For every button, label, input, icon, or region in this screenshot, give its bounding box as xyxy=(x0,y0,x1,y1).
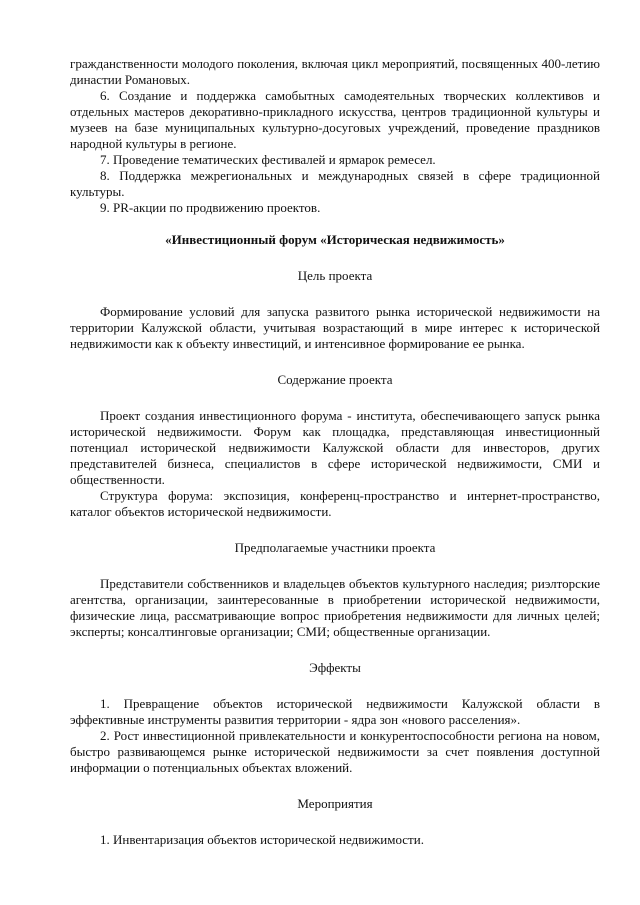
list-item: 6. Создание и поддержка самобытных самодеятельных творческих коллективов и отдельных мастеров декоративно-прикладного искусства, центров традиционной культуры и музеев на базе муниципальных культурно-досуговых учреждений, проведение праздников народной культуры в регионе. xyxy=(70,88,600,151)
list-item: 7. Проведение тематических фестивалей и ярмарок ремесел. xyxy=(100,152,436,167)
events-item: 1. Инвентаризация объектов исторической недвижимости. xyxy=(100,832,424,847)
content-heading: Содержание проекта xyxy=(277,372,393,387)
participants-heading: Предполагаемые участники проекта xyxy=(234,540,436,555)
goal-text: Формирование условий для запуска развитого рынка исторической недвижимости на территории Калужской области, учитывая возрастающий в мире интерес к исторической недвижимости как к объекту инвестиций, и интенсивное формирование ее рынка. xyxy=(70,304,600,351)
list-item: 9. PR-акции по продвижению проектов. xyxy=(100,200,321,215)
list-item: 8. Поддержка межрегиональных и международных связей в сфере традиционной культуры. xyxy=(70,168,600,199)
effects-item: 2. Рост инвестиционной привлекательности и конкурентоспособности региона на новом, быстро развивающемся рынке исторической недвижимости за счет появления доступной информации о потенциальных объектах вложений. xyxy=(70,728,600,775)
document-page xyxy=(70,56,600,848)
participants-text: Представители собственников и владельцев объектов культурного наследия; риэлторские агентства, организации, заинтересованные в приобретении исторической недвижимости, физические лица, рассматривающие вопрос приобретения недвижимости для личных целей; эксперты; консалтинговые организации; СМИ; общественные организации. xyxy=(70,576,600,639)
project-title: «Инвестиционный форум «Историческая недвижимость» xyxy=(165,232,505,247)
goal-heading: Цель проекта xyxy=(297,268,373,283)
content-paragraph: Структура форума: экспозиция, конференц-пространство и интернет-пространство, каталог объектов исторической недвижимости. xyxy=(70,488,600,519)
content-paragraph: Проект создания инвестиционного форума - института, обеспечивающего запуск рынка исторической недвижимости. Форум как площадка, представляющая инвестиционный потенциал исторической недвижимости Калужской области для инвесторов, других представителей бизнеса, специалистов в сфере исторической недвижимости, СМИ и общественности. xyxy=(70,408,600,487)
intro-continuation: гражданственности молодого поколения, включая цикл мероприятий, посвященных 400-летию династии Романовых. xyxy=(70,56,600,87)
effects-item: 1. Превращение объектов исторической недвижимости Калужской области в эффективные инструменты развития территории - ядра зон «нового расселения». xyxy=(70,696,600,727)
effects-heading: Эффекты xyxy=(309,660,361,675)
events-heading: Мероприятия xyxy=(297,796,373,811)
